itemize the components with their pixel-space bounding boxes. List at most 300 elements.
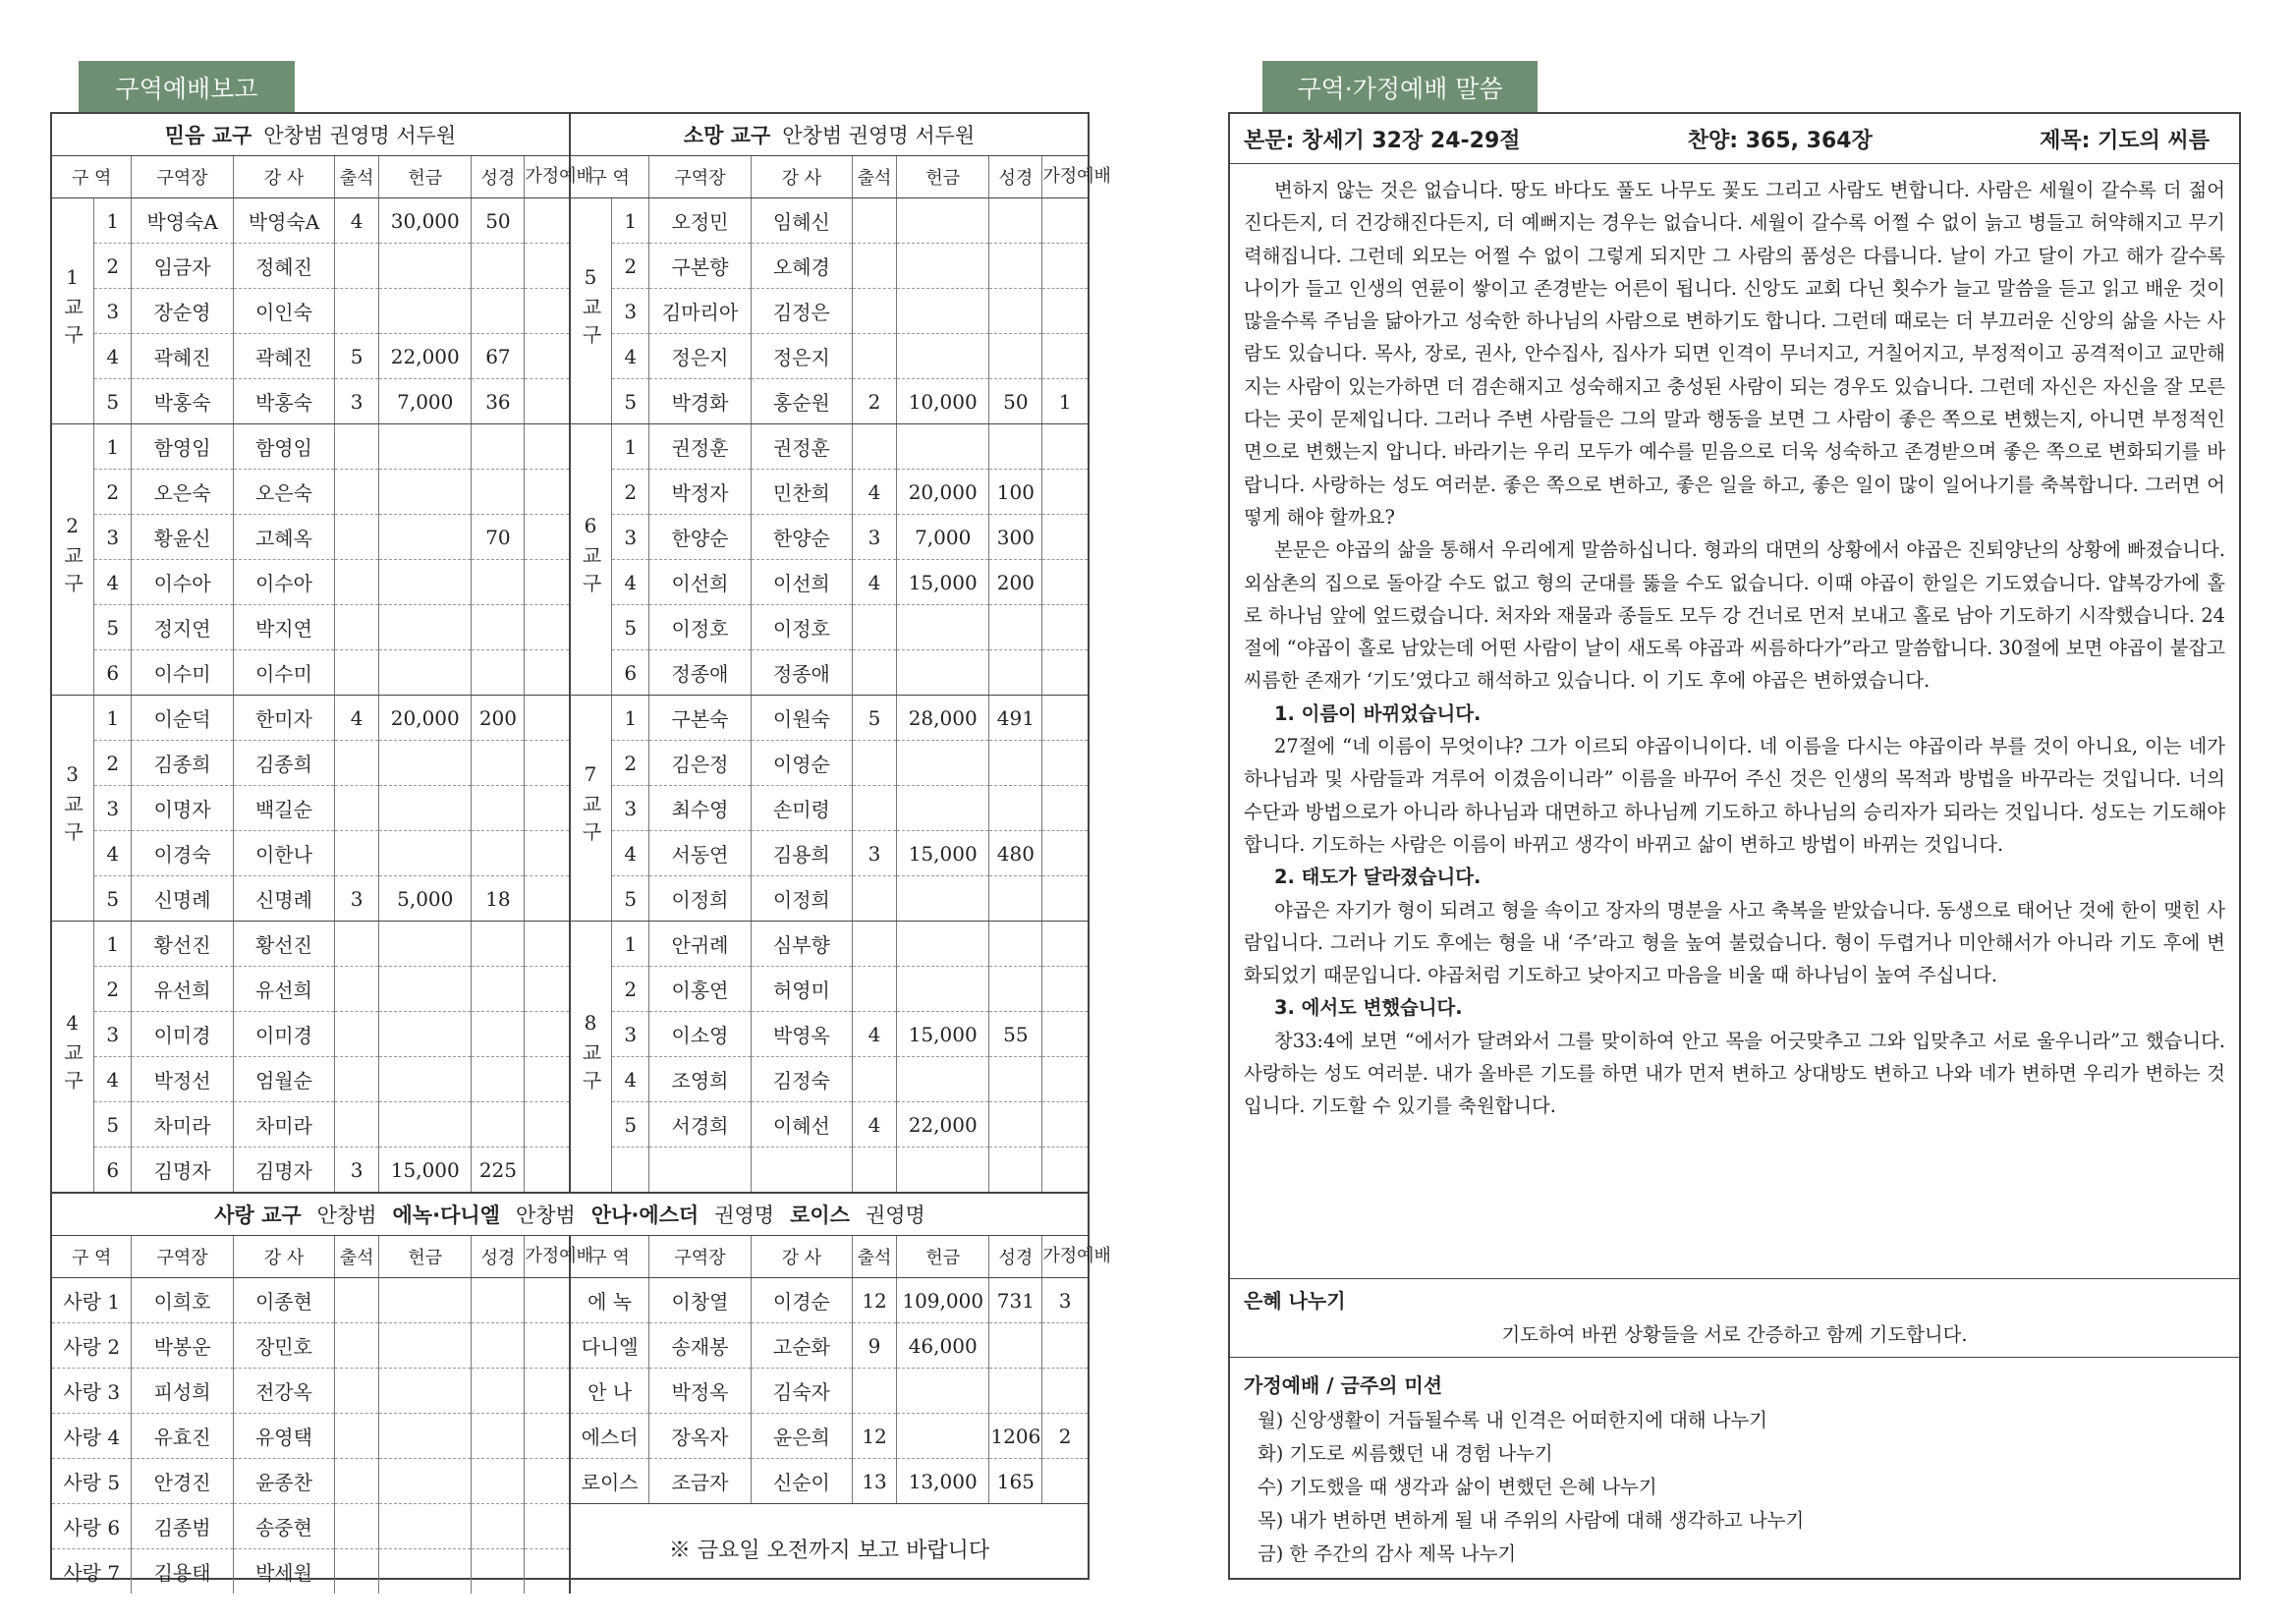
offering [897, 967, 989, 1012]
group-label-text: 6교구 [579, 514, 603, 600]
attendance: 5 [335, 334, 379, 379]
family-worship [525, 786, 570, 831]
group-leader: 이미경 [132, 1012, 233, 1057]
attendance [853, 605, 897, 650]
family-worship [1042, 1012, 1088, 1057]
teacher: 황선진 [233, 922, 334, 967]
bible-reading: 70 [472, 515, 525, 560]
love-area: 사랑 1 [52, 1278, 132, 1323]
attendance [853, 1057, 897, 1102]
offering [897, 424, 989, 470]
attendance [853, 876, 897, 922]
group-leader: 구본숙 [649, 696, 751, 741]
family-worship: 3 [1042, 1278, 1088, 1323]
attendance [335, 741, 379, 786]
attendance [335, 1414, 379, 1459]
bible-reading [472, 1057, 525, 1102]
teacher: 이수아 [233, 560, 334, 605]
offering: 15,000 [897, 831, 989, 876]
offering [379, 1414, 472, 1459]
group-label [52, 922, 94, 1193]
love-group-staff: 권영명 [865, 1204, 925, 1227]
family-worship [1042, 198, 1088, 244]
attendance [335, 289, 379, 334]
table-row [52, 198, 1088, 244]
family-worship [1042, 1102, 1088, 1148]
offering [379, 741, 472, 786]
offering [897, 741, 989, 786]
bible-reading [472, 831, 525, 876]
offering: 13,000 [897, 1459, 989, 1504]
group-leader: 이홍연 [649, 967, 751, 1012]
family-worship [525, 1459, 570, 1504]
bible-reading: 165 [989, 1459, 1042, 1504]
weekly-mission-title: 가정예배 / 금주의 미션 [1244, 1373, 1443, 1397]
attendance [335, 967, 379, 1012]
attendance [335, 605, 379, 650]
family-worship [1042, 831, 1088, 876]
teacher: 이정호 [751, 605, 852, 650]
love-group-name: 안나·에스더 [590, 1204, 700, 1227]
group-label [52, 696, 94, 922]
offering: 20,000 [379, 696, 472, 741]
bible-reading [989, 786, 1042, 831]
empty-cell [1042, 1148, 1088, 1193]
group-leader: 이정희 [649, 876, 751, 922]
row-number: 3 [612, 786, 649, 831]
grace-sharing-body: 기도하여 바뀐 상황들을 서로 간증하고 함께 기도합니다. [1501, 1323, 1968, 1346]
group-leader: 박봉운 [132, 1323, 233, 1369]
group-label [570, 696, 612, 922]
table-row [52, 696, 1088, 741]
teacher: 권정훈 [751, 424, 852, 470]
row-number: 3 [94, 289, 132, 334]
love-row [52, 1369, 1088, 1414]
love-group-staff: 권영명 [714, 1204, 775, 1227]
attendance [335, 1369, 379, 1414]
header-offering: 헌금 [379, 156, 472, 198]
bible-reading: 36 [472, 379, 525, 424]
teacher: 신명례 [233, 876, 334, 922]
row-number: 5 [612, 876, 649, 922]
attendance [853, 424, 897, 470]
bible-reading: 50 [472, 198, 525, 244]
header-bible: 성경 [472, 156, 525, 198]
teacher: 정종애 [751, 650, 852, 696]
love-area: 에 녹 [570, 1278, 649, 1323]
family-worship [1042, 741, 1088, 786]
bible-reading [989, 244, 1042, 289]
header-bible: 성경 [989, 156, 1042, 198]
bible-reading [989, 741, 1042, 786]
love-area: 사랑 2 [52, 1323, 132, 1369]
bible-reading [472, 289, 525, 334]
attendance [335, 650, 379, 696]
row-number: 2 [94, 470, 132, 515]
bible-reading: 67 [472, 334, 525, 379]
sermon-point-heading: 3. 에서도 변했습니다. [1274, 996, 1463, 1020]
attendance: 12 [853, 1278, 897, 1323]
bible-reading [472, 1323, 525, 1369]
attendance: 13 [853, 1459, 897, 1504]
offering [897, 289, 989, 334]
row-number: 1 [94, 198, 132, 244]
offering: 7,000 [897, 515, 989, 560]
offering: 28,000 [897, 696, 989, 741]
row-number: 1 [612, 696, 649, 741]
offering: 46,000 [897, 1323, 989, 1369]
left-section-tab: 구역예배보고 [79, 61, 295, 114]
attendance [335, 424, 379, 470]
attendance [335, 1278, 379, 1323]
attendance: 4 [853, 470, 897, 515]
header-family-worship: 가정예배 [1042, 1236, 1088, 1278]
group-leader: 김은정 [649, 741, 751, 786]
sermon-header [1230, 114, 2239, 164]
group-leader: 김용태 [132, 1549, 233, 1595]
attendance [335, 244, 379, 289]
family-worship [525, 1057, 570, 1102]
sermon-paragraph: 창33:4에 보면 “에서가 달려와서 그를 맞이하여 안고 목을 어긋맞추고 그와 입맞추고 서로 울우니라”고 했습니다. 사랑하는 성도 여러분. 내가 올바른 기도를 하면 내가 먼저 변하고 상대방도 변하고 나와 네가 변하면 우리가 변하는 것입니다. 기도할 수 있기를 축원합니다. [1244, 1029, 2225, 1118]
offering [379, 470, 472, 515]
row-number: 5 [612, 379, 649, 424]
offering [897, 1414, 989, 1459]
header-leader: 구역장 [649, 1236, 751, 1278]
attendance [335, 1057, 379, 1102]
teacher: 이한나 [233, 831, 334, 876]
offering [379, 1102, 472, 1148]
teacher: 이수미 [233, 650, 334, 696]
offering [379, 1459, 472, 1504]
teacher: 오혜경 [751, 244, 852, 289]
row-number: 3 [94, 786, 132, 831]
offering: 22,000 [897, 1102, 989, 1148]
attendance [853, 741, 897, 786]
group-leader: 이창열 [649, 1278, 751, 1323]
attendance [853, 289, 897, 334]
attendance [335, 515, 379, 560]
teacher: 박홍숙 [233, 379, 334, 424]
offering [379, 1012, 472, 1057]
row-number: 6 [612, 650, 649, 696]
offering [379, 424, 472, 470]
header-offering: 헌금 [379, 1236, 472, 1278]
bible-reading [989, 334, 1042, 379]
attendance [853, 922, 897, 967]
offering: 15,000 [897, 560, 989, 605]
group-label-text: 8교구 [579, 1011, 603, 1097]
group-label [570, 424, 612, 696]
row-number: 4 [612, 1057, 649, 1102]
attendance [335, 1012, 379, 1057]
group-leader: 피성희 [132, 1369, 233, 1414]
offering [379, 922, 472, 967]
bible-reading [989, 289, 1042, 334]
teacher: 이미경 [233, 1012, 334, 1057]
row-number: 3 [94, 515, 132, 560]
row-number: 3 [94, 1012, 132, 1057]
offering [379, 1323, 472, 1369]
family-worship [1042, 696, 1088, 741]
header-leader: 구역장 [132, 156, 233, 198]
group-leader: 곽혜진 [132, 334, 233, 379]
hope-district-staff: 안창범 권영명 서두원 [782, 124, 976, 147]
attendance: 12 [853, 1414, 897, 1459]
teacher: 신순이 [751, 1459, 852, 1504]
empty-cell [989, 1148, 1042, 1193]
family-worship [1042, 424, 1088, 470]
love-group-name: 에녹·다니엘 [392, 1204, 500, 1227]
group-label-text: 7교구 [579, 762, 603, 849]
family-worship [525, 1012, 570, 1057]
district-report-table [52, 156, 1111, 1193]
family-worship [525, 1278, 570, 1323]
teacher: 김정은 [751, 289, 852, 334]
attendance [853, 334, 897, 379]
row-number: 4 [94, 334, 132, 379]
group-leader: 한양순 [649, 515, 751, 560]
group-leader: 장순영 [132, 289, 233, 334]
family-worship [525, 1549, 570, 1595]
row-number: 5 [94, 876, 132, 922]
sermon-paragraph: 변하지 않는 것은 없습니다. 땅도 바다도 풀도 나무도 꽃도 그리고 사람도 변합니다. 사람은 세월이 갈수록 더 젊어진다든지, 더 건강해진다든지, 더 예뻐지는 경우는 없습니다. 세월이 갈수록 어쩔 수 없이 늙고 병들고 허약해지고 무기력해집니다. 그런데 외모는 어쩔 수 없이 그렇게 되지만 그 사람의 품성은 다릅니다. 날이 가고 달이 가고 해가 갈수록 나이가 들고 인생의 연륜이 쌓이고 존경받는 어른이 됩니다. 신앙도 교회 다닌 횟수가 늘고 말씀을 듣고 읽고 배운 것이 많을수록 주님을 닮아가고 성숙한 하나님의 사람으로 변하기도 합니다. 그런데 때로는 더 부끄러운 신앙의 삶을 사는 사람도 있습니다. 목사, 장로, 권사, 안수집사, 집사가 되면 인격이 무너지고, 거칠어지고, 부정적이고 공격적이고 교만해지는 사람이 있는가하면 더 겸손해지고 성숙해지고 충성된 사람이 되는 경우도 있습니다. 그런데 자신은 자신을 잘 모른다는 곳이 문제입니다. 그러나 주변 사람들은 그의 말과 행동을 보면 그 사람이 좋은 쪽으로 변했는지, 아니면 부정적인 면으로 변했는지 압니다. 바라기는 우리 모두가 예수를 믿음으로 더욱 성숙하고 존경받으며 좋은 쪽으로 변화되기를 바랍니다. 사랑하는 성도 여러분. 좋은 쪽으로 변하고, 좋은 일을 하고, 좋은 일이 많이 일어나기를 축복합니다. 그러면 어떻게 해야 할까요? [1244, 179, 2225, 529]
bible-reading [989, 876, 1042, 922]
header-teacher: 강 사 [751, 1236, 852, 1278]
bible-reading [472, 650, 525, 696]
family-worship [525, 515, 570, 560]
attendance [853, 244, 897, 289]
family-worship [525, 696, 570, 741]
offering [379, 1369, 472, 1414]
sermon-paragraph: 27절에 “네 이름이 무엇이냐? 그가 이르되 야곱이니이다. 네 이름을 다시는 야곱이라 부를 것이 아니요, 이는 네가 하나님과 및 사람들과 겨루어 이겼음이니라” 이름을 바꾸어 주신 것은 인생의 목적과 방법을 바꾸라는 것입니다. 너의 수단과 방법으로가 아니라 하나님과 대면하고 하나님께 기도하고 하나님의 승리자가 되라는 것입니다. 성도는 기도해야 합니다. 기도하는 사람은 이름이 바뀌고 생각이 바뀌고 삶이 변하고 방법이 바뀌는 것입니다. [1244, 735, 2225, 856]
teacher: 박영숙A [233, 198, 334, 244]
row-number: 2 [94, 967, 132, 1012]
header-attendance: 출석 [853, 1236, 897, 1278]
teacher: 곽혜진 [233, 334, 334, 379]
love-header-row [52, 1236, 1088, 1278]
teacher: 정혜진 [233, 244, 334, 289]
love-area: 로이스 [570, 1459, 649, 1504]
group-leader: 권정훈 [649, 424, 751, 470]
bible-reading [472, 1414, 525, 1459]
bible-reading [472, 1459, 525, 1504]
teacher: 김용희 [751, 831, 852, 876]
offering [379, 1549, 472, 1595]
faith-district-staff: 안창범 권영명 서두원 [263, 124, 457, 147]
group-leader: 김명자 [132, 1148, 233, 1193]
header-teacher: 강 사 [233, 156, 334, 198]
bible-reading [472, 786, 525, 831]
teacher: 허영미 [751, 967, 852, 1012]
bible-reading [989, 1369, 1042, 1414]
header-family-worship: 가정예배 [1042, 156, 1088, 198]
row-number: 1 [612, 198, 649, 244]
bible-reading [472, 1278, 525, 1323]
row-number: 1 [612, 424, 649, 470]
header-area: 구 역 [52, 156, 132, 198]
attendance [853, 198, 897, 244]
offering [379, 1278, 472, 1323]
bible-reading [472, 470, 525, 515]
family-worship: 1 [1042, 379, 1088, 424]
family-worship [525, 605, 570, 650]
love-row [52, 1459, 1088, 1504]
group-label-text: 4교구 [60, 1011, 84, 1097]
offering [897, 1057, 989, 1102]
family-worship [525, 831, 570, 876]
teacher: 한양순 [751, 515, 852, 560]
scripture-reference: 본문: 창세기 32장 24-29절 [1244, 128, 1521, 153]
group-leader: 황윤신 [132, 515, 233, 560]
family-worship [525, 244, 570, 289]
teacher: 윤종찬 [233, 1459, 334, 1504]
row-number: 5 [94, 1102, 132, 1148]
teacher: 한미자 [233, 696, 334, 741]
row-number: 2 [94, 741, 132, 786]
teacher: 유선희 [233, 967, 334, 1012]
attendance [335, 560, 379, 605]
row-number: 4 [94, 1057, 132, 1102]
teacher: 이경순 [751, 1278, 852, 1323]
teacher: 김숙자 [751, 1369, 852, 1414]
header-area: 구 역 [570, 156, 649, 198]
offering: 15,000 [897, 1012, 989, 1057]
bible-reading [989, 424, 1042, 470]
family-worship [1042, 334, 1088, 379]
offering [379, 244, 472, 289]
row-number: 1 [612, 922, 649, 967]
mission-item: 금) 한 주간의 감사 제목 나누기 [1258, 1542, 1517, 1565]
teacher: 차미라 [233, 1102, 334, 1148]
teacher: 이선희 [751, 560, 852, 605]
header-area: 구 역 [52, 1236, 132, 1278]
family-worship [525, 1323, 570, 1369]
bible-reading: 300 [989, 515, 1042, 560]
love-row [52, 1504, 1088, 1549]
teacher: 유영택 [233, 1414, 334, 1459]
family-worship: 2 [1042, 1414, 1088, 1459]
family-worship [525, 876, 570, 922]
family-worship [1042, 967, 1088, 1012]
hope-district-name: 소망 교구 [683, 124, 771, 147]
attendance: 5 [853, 696, 897, 741]
group-leader: 이정호 [649, 605, 751, 650]
header-leader: 구역장 [132, 1236, 233, 1278]
group-leader: 오은숙 [132, 470, 233, 515]
bible-reading: 200 [989, 560, 1042, 605]
offering [379, 650, 472, 696]
attendance [853, 967, 897, 1012]
header-offering: 헌금 [897, 1236, 989, 1278]
row-number: 5 [612, 605, 649, 650]
report-notice: ※ 금요일 오전까지 보고 바랍니다 [668, 1539, 990, 1563]
teacher: 이혜선 [751, 1102, 852, 1148]
offering [897, 198, 989, 244]
bible-reading [989, 605, 1042, 650]
teacher: 엄월순 [233, 1057, 334, 1102]
bible-reading [472, 605, 525, 650]
group-leader: 이희호 [132, 1278, 233, 1323]
bible-reading [989, 198, 1042, 244]
teacher: 김정숙 [751, 1057, 852, 1102]
offering: 20,000 [897, 470, 989, 515]
attendance [335, 1102, 379, 1148]
attendance [335, 831, 379, 876]
bible-reading [472, 560, 525, 605]
offering [379, 831, 472, 876]
bible-reading: 731 [989, 1278, 1042, 1323]
love-group-name: 로이스 [790, 1204, 850, 1227]
bible-reading [472, 1012, 525, 1057]
group-leader: 이선희 [649, 560, 751, 605]
row-number: 3 [612, 515, 649, 560]
group-leader: 정지연 [132, 605, 233, 650]
offering: 7,000 [379, 379, 472, 424]
header-area: 구 역 [570, 1236, 649, 1278]
bible-reading: 225 [472, 1148, 525, 1193]
table-row [52, 424, 1088, 470]
love-group-staff: 안창범 [515, 1204, 576, 1227]
teacher: 김종희 [233, 741, 334, 786]
teacher: 김명자 [233, 1148, 334, 1193]
row-number: 3 [612, 289, 649, 334]
attendance [335, 1459, 379, 1504]
mission-item: 화) 기도로 씨름했던 내 경험 나누기 [1258, 1442, 1553, 1465]
bible-reading: 55 [989, 1012, 1042, 1057]
row-number: 2 [612, 244, 649, 289]
attendance: 4 [335, 198, 379, 244]
love-area: 에스더 [570, 1414, 649, 1459]
love-area: 안 나 [570, 1369, 649, 1414]
teacher: 임혜신 [751, 198, 852, 244]
family-worship [1042, 515, 1088, 560]
sermon-body [1230, 164, 2239, 1279]
group-label [52, 198, 94, 424]
hope-district-title [571, 114, 1088, 155]
row-number: 2 [94, 244, 132, 289]
group-label [570, 922, 612, 1193]
offering [379, 515, 472, 560]
grace-sharing-title: 은혜 나누기 [1244, 1289, 1346, 1313]
group-leader: 조금자 [649, 1459, 751, 1504]
group-label [52, 424, 94, 696]
family-worship [525, 379, 570, 424]
row-number: 1 [94, 922, 132, 967]
hymn-numbers: 찬양: 365, 364장 [1687, 128, 1873, 153]
empty-cell [853, 1148, 897, 1193]
teacher: 이종현 [233, 1278, 334, 1323]
row-number: 4 [94, 831, 132, 876]
attendance: 3 [853, 515, 897, 560]
offering [897, 334, 989, 379]
faith-district-title [52, 114, 571, 155]
group-leader: 정종애 [649, 650, 751, 696]
row-number: 2 [612, 470, 649, 515]
group-leader: 박영숙A [132, 198, 233, 244]
group-leader: 조영희 [649, 1057, 751, 1102]
love-row [52, 1278, 1088, 1323]
offering: 15,000 [379, 1148, 472, 1193]
teacher: 이원숙 [751, 696, 852, 741]
teacher: 박영옥 [751, 1012, 852, 1057]
group-leader: 임금자 [132, 244, 233, 289]
group-leader: 이수미 [132, 650, 233, 696]
top-title-row [52, 114, 1088, 156]
group-leader: 장옥자 [649, 1414, 751, 1459]
love-row [52, 1414, 1088, 1459]
empty-cell [897, 1148, 989, 1193]
offering [897, 786, 989, 831]
